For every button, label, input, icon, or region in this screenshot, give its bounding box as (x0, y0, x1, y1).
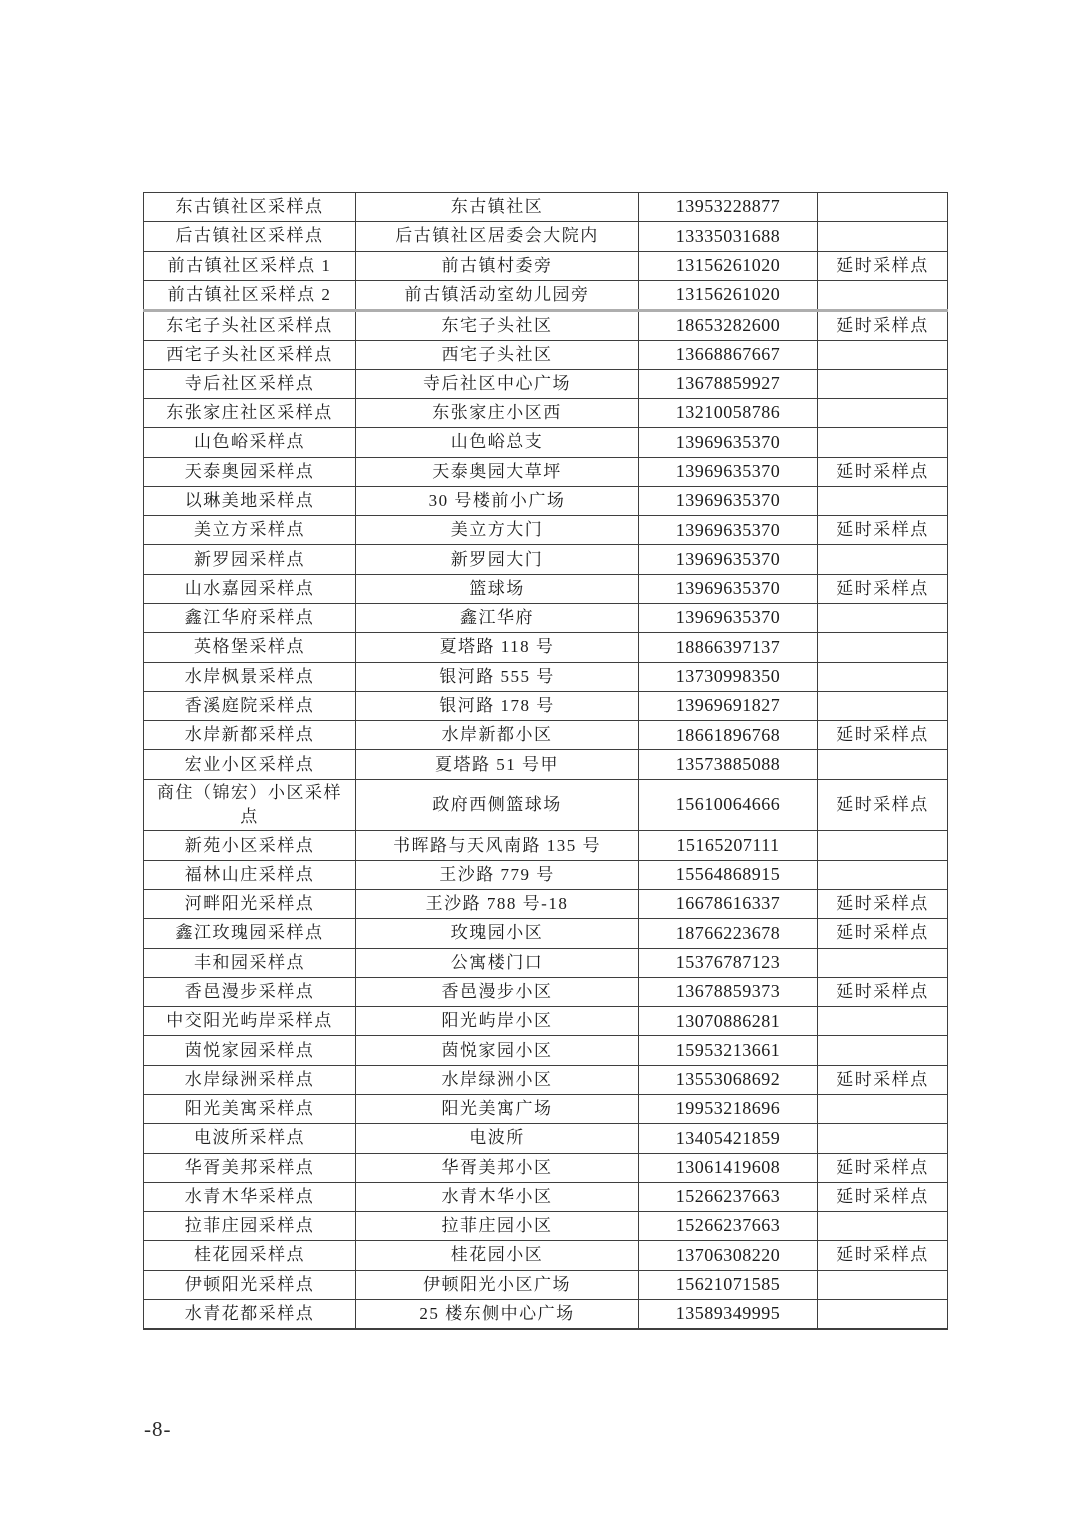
cell-phone: 13969635370 (639, 428, 818, 457)
cell-phone: 18766223678 (639, 919, 818, 948)
cell-location: 王沙路 788 号-18 (356, 890, 639, 919)
cell-note (818, 1095, 948, 1124)
cell-location: 拉菲庄园小区 (356, 1212, 639, 1241)
cell-location: 新罗园大门 (356, 545, 639, 574)
cell-phone: 13969691827 (639, 691, 818, 720)
cell-phone: 13969635370 (639, 604, 818, 633)
cell-location: 水青木华小区 (356, 1182, 639, 1211)
cell-note: 延时采样点 (818, 977, 948, 1006)
cell-note (818, 1007, 948, 1036)
table-row (144, 1153, 948, 1182)
cell-phone: 13061419608 (639, 1153, 818, 1182)
cell-note (818, 662, 948, 691)
cell-note: 延时采样点 (818, 516, 948, 545)
table-row (144, 1065, 948, 1094)
cell-location: 水岸新都小区 (356, 721, 639, 750)
cell-phone: 13969635370 (639, 545, 818, 574)
cell-point-name: 寺后社区采样点 (144, 369, 356, 398)
cell-phone: 13969635370 (639, 516, 818, 545)
cell-point-name: 英格堡采样点 (144, 633, 356, 662)
cell-note: 延时采样点 (818, 251, 948, 280)
cell-location: 后古镇社区居委会大院内 (356, 222, 639, 251)
table-row (144, 399, 948, 428)
cell-location: 香邑漫步小区 (356, 977, 639, 1006)
cell-phone: 13730998350 (639, 662, 818, 691)
cell-phone: 13706308220 (639, 1241, 818, 1270)
table-row (144, 1124, 948, 1153)
table-row (144, 1241, 948, 1270)
cell-location: 天泰奥园大草坪 (356, 457, 639, 486)
cell-point-name: 桂花园采样点 (144, 1241, 356, 1270)
table-row (144, 1036, 948, 1065)
cell-location: 电波所 (356, 1124, 639, 1153)
table-row (144, 919, 948, 948)
table-row (144, 193, 948, 222)
cell-phone: 18661896768 (639, 721, 818, 750)
cell-point-name: 鑫江玫瑰园采样点 (144, 919, 356, 948)
cell-location: 篮球场 (356, 574, 639, 603)
cell-note (818, 399, 948, 428)
cell-point-name: 商住（锦宏）小区采样点 (144, 779, 356, 831)
cell-phone: 15376787123 (639, 948, 818, 977)
cell-point-name: 华胥美邦采样点 (144, 1153, 356, 1182)
cell-point-name: 香溪庭院采样点 (144, 691, 356, 720)
table-row (144, 1270, 948, 1299)
cell-point-name: 东宅子头社区采样点 (144, 310, 356, 340)
cell-point-name: 天泰奥园采样点 (144, 457, 356, 486)
cell-note: 延时采样点 (818, 919, 948, 948)
cell-point-name: 东古镇社区采样点 (144, 193, 356, 222)
cell-location: 玫瑰园小区 (356, 919, 639, 948)
cell-location: 前古镇活动室幼儿园旁 (356, 280, 639, 310)
table-row (144, 457, 948, 486)
cell-phone: 15610064666 (639, 779, 818, 831)
cell-phone: 13668867667 (639, 340, 818, 369)
cell-point-name: 前古镇社区采样点 2 (144, 280, 356, 310)
cell-phone: 18653282600 (639, 310, 818, 340)
table-row (144, 251, 948, 280)
cell-note (818, 633, 948, 662)
cell-point-name: 山水嘉园采样点 (144, 574, 356, 603)
cell-note (818, 750, 948, 779)
cell-phone: 16678616337 (639, 890, 818, 919)
cell-phone: 13156261020 (639, 251, 818, 280)
cell-location: 水岸绿洲小区 (356, 1065, 639, 1094)
cell-phone: 15621071585 (639, 1270, 818, 1299)
cell-point-name: 拉菲庄园采样点 (144, 1212, 356, 1241)
cell-location: 银河路 555 号 (356, 662, 639, 691)
cell-note: 延时采样点 (818, 779, 948, 831)
cell-note (818, 691, 948, 720)
cell-location: 夏塔路 51 号甲 (356, 750, 639, 779)
cell-location: 西宅子头社区 (356, 340, 639, 369)
cell-phone: 13070886281 (639, 1007, 818, 1036)
cell-phone: 13969635370 (639, 574, 818, 603)
cell-location: 华胥美邦小区 (356, 1153, 639, 1182)
cell-location: 阳光美寓广场 (356, 1095, 639, 1124)
cell-point-name: 新罗园采样点 (144, 545, 356, 574)
cell-point-name: 前古镇社区采样点 1 (144, 251, 356, 280)
cell-phone: 13335031688 (639, 222, 818, 251)
cell-note (818, 831, 948, 860)
cell-phone: 13210058786 (639, 399, 818, 428)
cell-location: 夏塔路 118 号 (356, 633, 639, 662)
cell-phone: 15266237663 (639, 1212, 818, 1241)
table-row (144, 860, 948, 889)
cell-point-name: 香邑漫步采样点 (144, 977, 356, 1006)
cell-note (818, 428, 948, 457)
cell-point-name: 福林山庄采样点 (144, 860, 356, 889)
cell-location: 政府西侧篮球场 (356, 779, 639, 831)
cell-location: 阳光屿岸小区 (356, 1007, 639, 1036)
cell-location: 前古镇村委旁 (356, 251, 639, 280)
cell-phone: 13589349995 (639, 1299, 818, 1329)
cell-phone: 13678859373 (639, 977, 818, 1006)
table-row (144, 890, 948, 919)
cell-note (818, 1299, 948, 1329)
cell-note: 延时采样点 (818, 721, 948, 750)
table-row (144, 369, 948, 398)
cell-phone: 13969635370 (639, 457, 818, 486)
cell-point-name: 鑫江华府采样点 (144, 604, 356, 633)
cell-location: 王沙路 779 号 (356, 860, 639, 889)
cell-point-name: 水岸新都采样点 (144, 721, 356, 750)
cell-note: 延时采样点 (818, 1182, 948, 1211)
cell-phone: 18866397137 (639, 633, 818, 662)
cell-note: 延时采样点 (818, 310, 948, 340)
cell-note: 延时采样点 (818, 574, 948, 603)
table-row (144, 948, 948, 977)
cell-note (818, 486, 948, 515)
cell-note (818, 222, 948, 251)
cell-location: 书晖路与天风南路 135 号 (356, 831, 639, 860)
table-row (144, 574, 948, 603)
cell-note (818, 1270, 948, 1299)
table-row (144, 486, 948, 515)
cell-location: 伊顿阳光小区广场 (356, 1270, 639, 1299)
cell-location: 东张家庄小区西 (356, 399, 639, 428)
table-body (144, 193, 948, 1330)
cell-point-name: 水青木华采样点 (144, 1182, 356, 1211)
cell-point-name: 水岸绿洲采样点 (144, 1065, 356, 1094)
table-row (144, 633, 948, 662)
table-row (144, 1007, 948, 1036)
cell-note: 延时采样点 (818, 1241, 948, 1270)
cell-point-name: 水青花都采样点 (144, 1299, 356, 1329)
cell-point-name: 美立方采样点 (144, 516, 356, 545)
cell-point-name: 以琳美地采样点 (144, 486, 356, 515)
cell-point-name: 中交阳光屿岸采样点 (144, 1007, 356, 1036)
cell-phone: 13156261020 (639, 280, 818, 310)
cell-phone: 13573885088 (639, 750, 818, 779)
table-row (144, 604, 948, 633)
table-row (144, 428, 948, 457)
cell-point-name: 新苑小区采样点 (144, 831, 356, 860)
table-row (144, 1212, 948, 1241)
cell-note (818, 860, 948, 889)
cell-point-name: 伊顿阳光采样点 (144, 1270, 356, 1299)
cell-location: 东宅子头社区 (356, 310, 639, 340)
cell-note (818, 280, 948, 310)
cell-note (818, 369, 948, 398)
cell-note: 延时采样点 (818, 1153, 948, 1182)
cell-point-name: 水岸枫景采样点 (144, 662, 356, 691)
cell-location: 鑫江华府 (356, 604, 639, 633)
cell-note (818, 1212, 948, 1241)
table-row (144, 516, 948, 545)
table-row (144, 831, 948, 860)
table-row (144, 750, 948, 779)
cell-location: 茵悦家园小区 (356, 1036, 639, 1065)
cell-location: 山色峪总支 (356, 428, 639, 457)
table-row (144, 545, 948, 574)
cell-point-name: 茵悦家园采样点 (144, 1036, 356, 1065)
page-number: -8- (144, 1417, 172, 1441)
cell-point-name: 东张家庄社区采样点 (144, 399, 356, 428)
cell-phone: 15165207111 (639, 831, 818, 860)
cell-point-name: 山色峪采样点 (144, 428, 356, 457)
cell-location: 桂花园小区 (356, 1241, 639, 1270)
cell-point-name: 西宅子头社区采样点 (144, 340, 356, 369)
table-row (144, 1299, 948, 1329)
table-row (144, 1182, 948, 1211)
cell-note: 延时采样点 (818, 1065, 948, 1094)
table-row (144, 310, 948, 340)
table-row (144, 1095, 948, 1124)
cell-note (818, 340, 948, 369)
table-row (144, 779, 948, 831)
table-row (144, 662, 948, 691)
table-row (144, 691, 948, 720)
cell-note (818, 1036, 948, 1065)
cell-note (818, 545, 948, 574)
cell-point-name: 后古镇社区采样点 (144, 222, 356, 251)
cell-note (818, 604, 948, 633)
cell-point-name: 丰和园采样点 (144, 948, 356, 977)
cell-note: 延时采样点 (818, 890, 948, 919)
cell-point-name: 河畔阳光采样点 (144, 890, 356, 919)
cell-point-name: 宏业小区采样点 (144, 750, 356, 779)
table-row (144, 977, 948, 1006)
cell-phone: 13969635370 (639, 486, 818, 515)
cell-location: 25 楼东侧中心广场 (356, 1299, 639, 1329)
cell-phone: 15266237663 (639, 1182, 818, 1211)
cell-location: 公寓楼门口 (356, 948, 639, 977)
cell-phone: 15953213661 (639, 1036, 818, 1065)
cell-point-name: 阳光美寓采样点 (144, 1095, 356, 1124)
table-row (144, 721, 948, 750)
cell-note (818, 193, 948, 222)
cell-location: 寺后社区中心广场 (356, 369, 639, 398)
cell-phone: 13678859927 (639, 369, 818, 398)
cell-location: 东古镇社区 (356, 193, 639, 222)
table-row (144, 280, 948, 310)
cell-phone: 15564868915 (639, 860, 818, 889)
cell-note (818, 948, 948, 977)
cell-note (818, 1124, 948, 1153)
cell-location: 银河路 178 号 (356, 691, 639, 720)
cell-point-name: 电波所采样点 (144, 1124, 356, 1153)
cell-note: 延时采样点 (818, 457, 948, 486)
cell-phone: 13553068692 (639, 1065, 818, 1094)
cell-phone: 19953218696 (639, 1095, 818, 1124)
cell-location: 美立方大门 (356, 516, 639, 545)
cell-location: 30 号楼前小广场 (356, 486, 639, 515)
sampling-points-table (143, 192, 948, 1330)
cell-phone: 13405421859 (639, 1124, 818, 1153)
table-row (144, 222, 948, 251)
table-row (144, 340, 948, 369)
cell-phone: 13953228877 (639, 193, 818, 222)
